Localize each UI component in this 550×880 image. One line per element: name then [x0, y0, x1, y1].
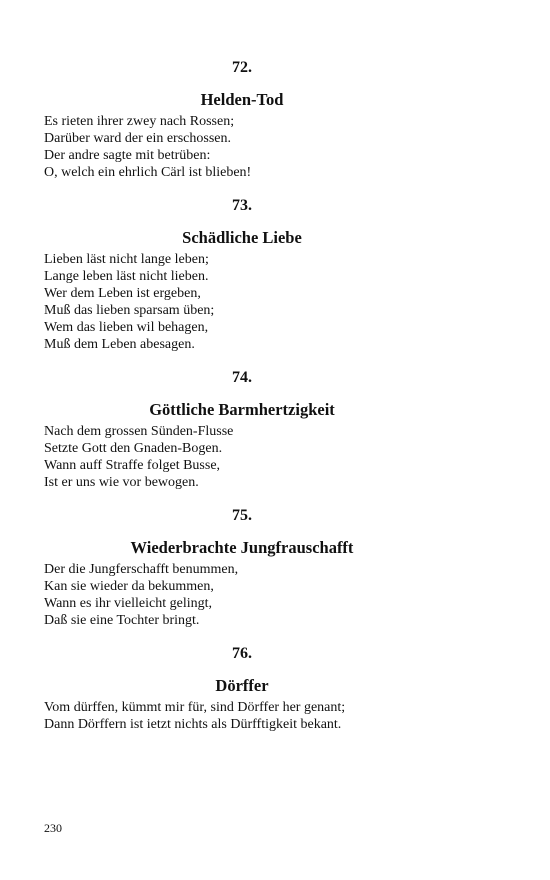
poem-collection [44, 58, 440, 733]
poem-line: Nach dem grossen Sünden-Flusse [44, 424, 234, 439]
poem-line: Der die Jungferschafft benummen, [44, 562, 239, 577]
poem-line: Lieben läst nicht lange leben; [44, 252, 209, 267]
poem-line: Es rieten ihrer zwey nach Rossen; [44, 114, 235, 129]
poem-line: Dann Dörffern ist ietzt nichts als Dürfftigkeit bekant. [44, 717, 342, 732]
poem-line: Daß sie eine Tochter bringt. [44, 613, 200, 628]
poem-72 [44, 58, 440, 181]
poem-line: Wer dem Leben ist ergeben, [44, 286, 201, 301]
poem-line: Darüber ward der ein erschossen. [44, 131, 231, 146]
poem-line: Setzte Gott den Gnaden-Bogen. [44, 441, 223, 456]
poem-title: Göttliche Barmhertzigkeit [149, 400, 335, 419]
poem-number: 73. [232, 197, 252, 214]
poem-line: Lange leben läst nicht lieben. [44, 269, 209, 284]
poem-line: Der andre sagte mit betrüben: [44, 148, 211, 163]
poem-line: Kan sie wieder da bekummen, [44, 579, 214, 594]
poem-title: Dörffer [215, 676, 269, 695]
poem-title: Helden-Tod [200, 90, 284, 109]
poem-73 [44, 196, 440, 353]
poem-line: Wem das lieben wil behagen, [44, 320, 209, 335]
poem-75 [44, 506, 440, 629]
poem-lines [44, 699, 440, 733]
poem-line: Wann es ihr vielleicht gelingt, [44, 596, 212, 611]
poem-lines [44, 423, 440, 491]
poem-lines [44, 113, 440, 181]
poem-line: O, welch ein ehrlich Cärl ist blieben! [44, 165, 252, 180]
poem-line: Muß das lieben sparsam üben; [44, 303, 215, 318]
poem-number: 76. [232, 645, 252, 662]
poem-title: Wiederbrachte Jungfrauschafft [130, 538, 354, 557]
poem-76 [44, 644, 440, 733]
page-number: 230 [44, 821, 62, 835]
poem-line: Ist er uns wie vor bewogen. [44, 475, 199, 490]
poem-title: Schädliche Liebe [182, 228, 302, 247]
poem-lines [44, 561, 440, 629]
poem-number: 72. [232, 59, 252, 76]
poem-74 [44, 368, 440, 491]
poem-lines [44, 251, 440, 353]
poem-number: 74. [232, 369, 252, 386]
poem-line: Wann auff Straffe folget Busse, [44, 458, 221, 473]
poem-line: Muß dem Leben abesagen. [44, 337, 195, 352]
poem-number: 75. [232, 507, 252, 524]
poem-line: Vom dürffen, kümmt mir für, sind Dörffer her genant; [44, 700, 346, 715]
